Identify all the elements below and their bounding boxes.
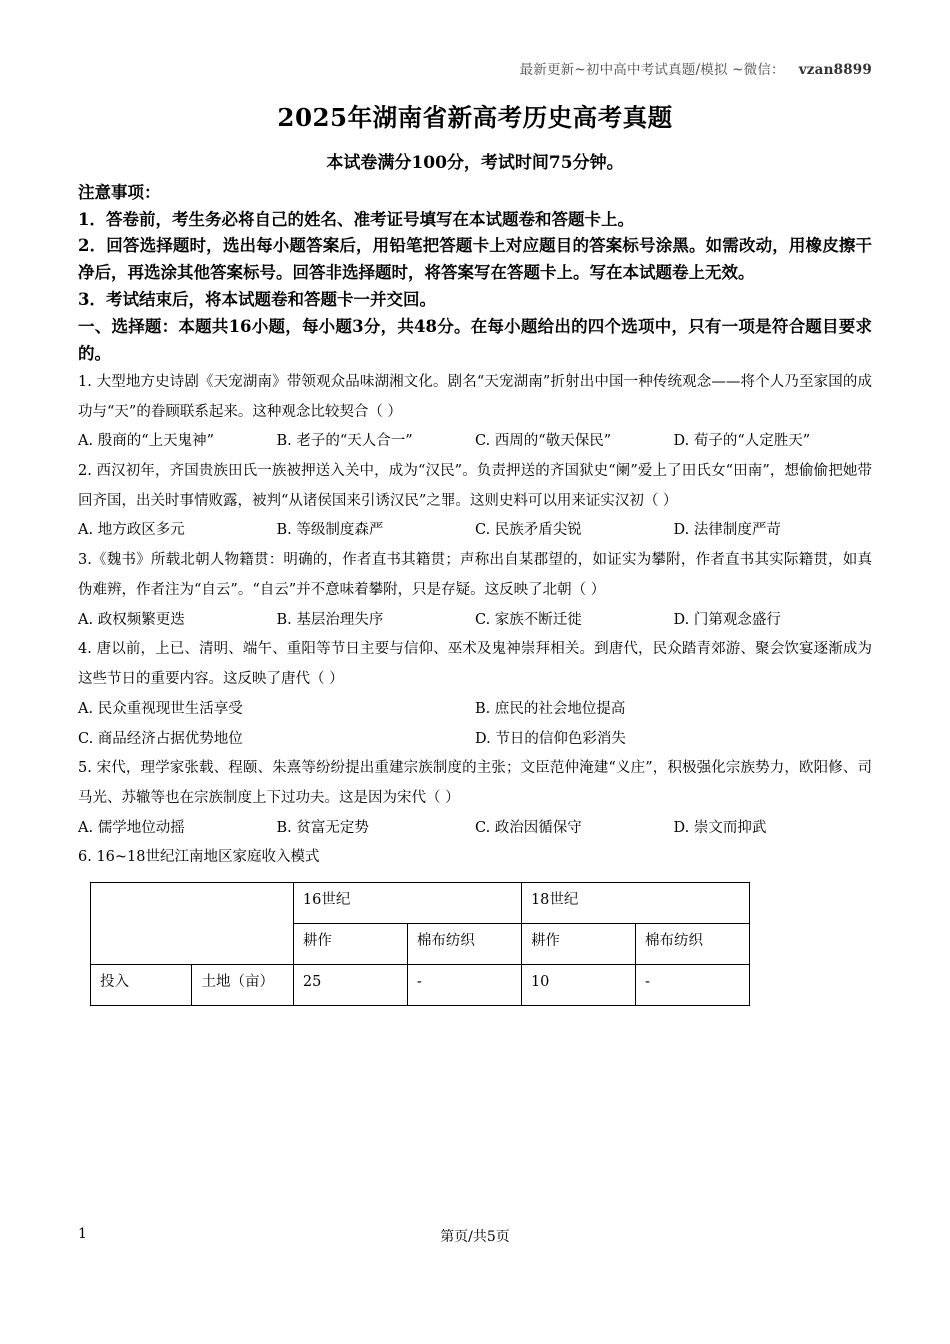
option-1-d[interactable]: D. 荀子的“人定胜天” — [673, 433, 811, 450]
option-5-d[interactable]: D. 崇文而抑武 — [673, 819, 767, 836]
table-subheader-16-farming: 耕作 — [293, 924, 407, 965]
question-2-stem: 2. 西汉初年，齐国贵族田氏一族被押送入关中，成为“汉民”。负责押送的齐国狱史“阑”爱上了田氏女“田南”，想偷偷把她带回齐国，出关时事情败露，被判“从诸侯国来引诱汉民”之罪。这则史料可以用来证实汉初（ ） — [78, 463, 872, 509]
option-2-d[interactable]: D. 法律制度严苛 — [673, 522, 781, 539]
option-4-d[interactable]: D. 节日的信仰色彩消失 — [475, 730, 626, 747]
question-5-stem: 5. 宋代，理学家张载、程颐、朱熹等纷纷提出重建宗族制度的主张；文臣范仲淹建“义庄”，积极强化宗族势力，欧阳修、司马光、苏辙等也在宗族制度上下过功夫。这是因为宋代（ ） — [78, 760, 872, 806]
option-3-a[interactable]: A. 政权频繁更迭 — [78, 611, 185, 628]
notice-item-2: 2．回答选择题时，选出每小题答案后，用铅笔把答题卡上对应题目的答案标号涂黑。如需改动，用橡皮擦干净后，再选涂其他答案标号。回答非选择题时，将答案写在答题卡上。写在本试题卷上无效。 — [78, 236, 872, 282]
table-header-century-16: 16世纪 — [293, 883, 521, 924]
table-cell-18-farming: 10 — [521, 965, 635, 1006]
question-3-options — [78, 606, 872, 636]
option-3-d[interactable]: D. 门第观念盛行 — [673, 611, 781, 628]
table-cell-18-weaving: - — [635, 965, 749, 1006]
table-header-row-century — [91, 883, 750, 924]
question-2-options — [78, 516, 872, 546]
table-subheader-18-farming: 耕作 — [521, 924, 635, 965]
table-subheader-18-weaving: 棉布纺织 — [635, 924, 749, 965]
footer-page-label: 第页/共5页 — [440, 1229, 510, 1245]
question-6-stem: 6. 16~18世纪江南地区家庭收入模式 — [78, 849, 320, 866]
option-1-a[interactable]: A. 殷商的“上天鬼神” — [78, 433, 215, 450]
question-1-stem: 1. 大型地方史诗剧《天宠湖南》带领观众品味湖湘文化。剧名“天宠湖南”折射出中国一种传统观念——将个人乃至家国的成功与“天”的眷顾联系起来。这种观念比较契合（ ） — [78, 373, 872, 420]
watermark-text: 最新更新~初中高中考试真题/模拟 ~微信： — [519, 62, 785, 78]
page-footer — [78, 1226, 872, 1246]
option-4-a[interactable]: A. 民众重视现世生活享受 — [78, 700, 243, 717]
option-5-b[interactable]: B. 贫富无定势 — [276, 819, 369, 836]
question-4-options-row2 — [78, 725, 872, 755]
option-1-c[interactable]: C. 西周的“敬天保民” — [475, 433, 612, 450]
option-3-b[interactable]: B. 基层治理失序 — [276, 611, 384, 628]
table-corner-cell — [91, 883, 294, 965]
notice-item-3: 3．考试结束后，将本试题卷和答题卡一并交回。 — [78, 289, 436, 309]
option-2-a[interactable]: A. 地方政区多元 — [78, 522, 185, 539]
page-title: 2025年湖南省新高考历史高考真题 — [277, 103, 673, 132]
option-2-b[interactable]: B. 等级制度森严 — [276, 522, 384, 539]
option-3-c[interactable]: C. 家族不断迁徙 — [475, 611, 582, 628]
table-row — [91, 965, 750, 1006]
option-4-c[interactable]: C. 商品经济占据优势地位 — [78, 730, 243, 747]
option-4-b[interactable]: B. 庶民的社会地位提高 — [475, 700, 626, 717]
footer-page-number: 1 — [78, 1226, 87, 1242]
watermark-handle: vzan8899 — [798, 62, 872, 78]
table-row-group-input: 投入 — [91, 965, 192, 1006]
exam-content — [78, 180, 872, 1006]
question-6-table-wrap — [78, 882, 872, 1006]
option-2-c[interactable]: C. 民族矛盾尖锐 — [475, 522, 582, 539]
table-row-item-land: 土地（亩） — [192, 965, 293, 1006]
table-header-century-18: 18世纪 — [521, 883, 749, 924]
notice-heading: 注意事项： — [78, 183, 161, 202]
table-cell-16-farming: 25 — [293, 965, 407, 1006]
question-5-options — [78, 814, 872, 844]
table-cell-16-weaving: - — [407, 965, 521, 1006]
question-1-options — [78, 427, 872, 457]
page-subtitle: 本试卷满分100分，考试时间75分钟。 — [326, 153, 624, 173]
section-heading-choice: 一、选择题：本题共16小题，每小题3分，共48分。在每小题给出的四个选项中，只有一项是符合题目要求的。 — [78, 317, 872, 364]
income-mode-table — [90, 882, 750, 1006]
notice-item-1: 1．答卷前，考生务必将自己的姓名、准考证号填写在本试题卷和答题卡上。 — [78, 209, 634, 229]
option-5-a[interactable]: A. 儒学地位动摇 — [78, 819, 185, 836]
table-subheader-16-weaving: 棉布纺织 — [407, 924, 521, 965]
option-5-c[interactable]: C. 政治因循保守 — [475, 819, 582, 836]
watermark-header — [520, 58, 872, 78]
option-1-b[interactable]: B. 老子的“天人合一” — [276, 433, 413, 450]
question-3-stem: 3.《魏书》所载北朝人物籍贯：明确的，作者直书其籍贯；声称出自某郡望的，如证实为攀附，作者直书其实际籍贯，如真伪难辨，作者注为“自云”。“自云”并不意味着攀附，只是存疑。这反映了北朝（ ） — [78, 552, 872, 598]
question-4-options-row1 — [78, 695, 872, 725]
question-4-stem: 4. 唐以前，上已、清明、端午、重阳等节日主要与信仰、巫术及鬼神崇拜相关。到唐代，民众踏青郊游、聚会饮宴逐渐成为这些节日的重要内容。这反映了唐代（ ） — [78, 641, 872, 688]
